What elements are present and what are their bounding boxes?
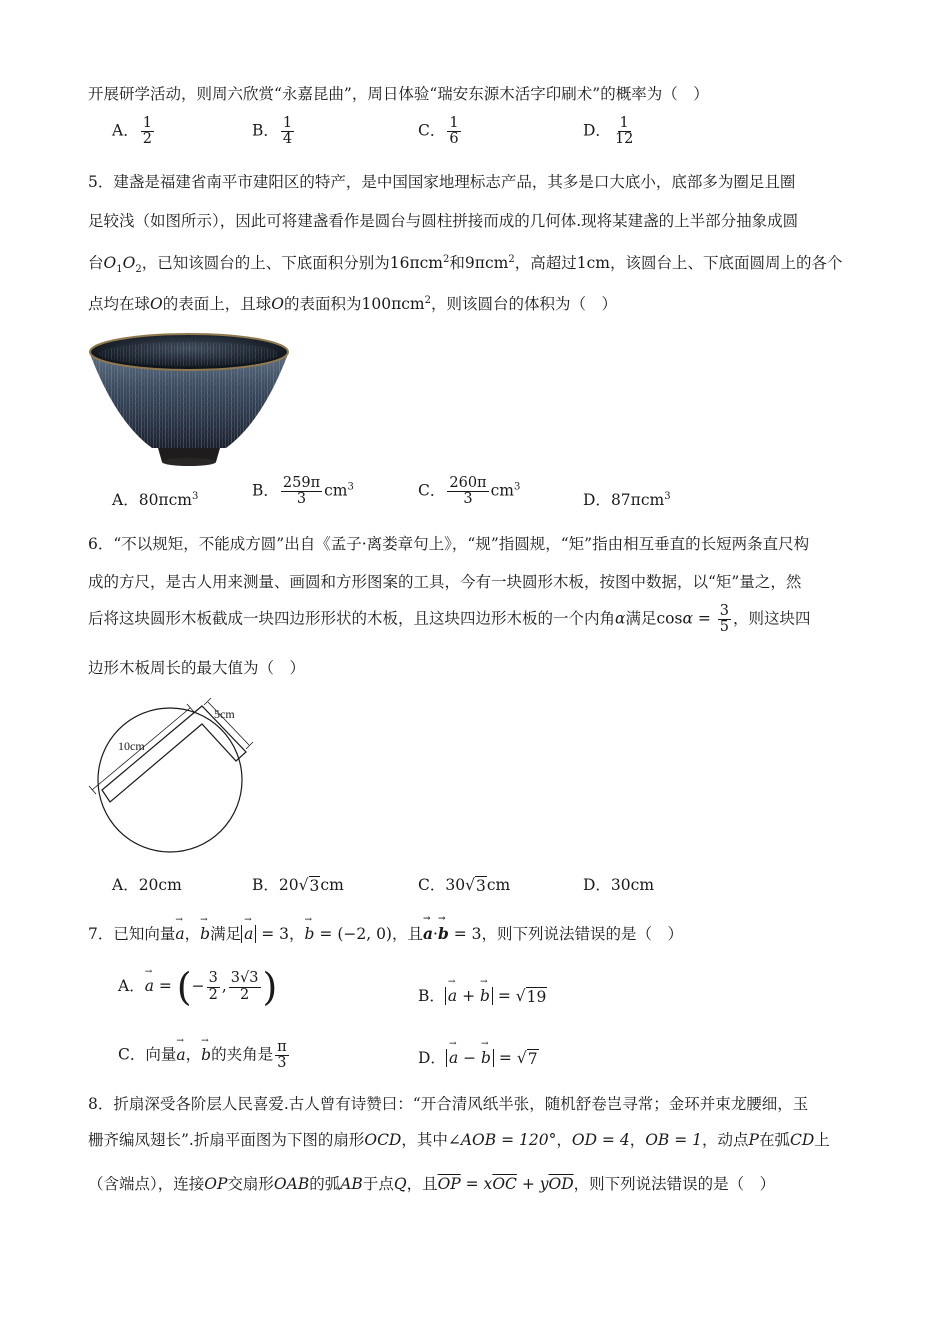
q6-option-c: C．30√ 3 cm: [418, 876, 511, 895]
q5-option-d: D．87πcm$^3$: [583, 490, 671, 509]
jianzhan-bowl-image: [86, 330, 292, 472]
q8-stem-line3: （含端点），连接OP交扇形OAB的弧AB于点Q，且$\overline{OP} = x\overline{OC} + y\overline{OD}$，则下列说法错误的是（ ）: [88, 1175, 776, 1193]
q7-option-d: D． → a − → b = √ 7: [418, 1046, 539, 1068]
q6-option-d: D．30cm: [583, 876, 655, 894]
q5-stem-line2: 足较浅（如图所示），因此可将建盏看作是圆台与圆柱拼接而成的几何体.现将某建盏的上半部分抽象成圆: [88, 212, 799, 230]
q6-circle-square-figure: [86, 694, 254, 856]
label-5cm: 5cm: [214, 707, 235, 721]
q6-option-b: B．20√ 3 cm: [252, 876, 344, 895]
q6-stem-line3: 后将这块圆形木板截成一块四边形形状的木板，且这块四边形木板的一个内角α满足cosα = $\frac{3}{5}$ ，则这块四: [88, 603, 811, 636]
q7-option-b: B． → a + → b = √ 19: [418, 984, 547, 1006]
q4-stem-tail: 开展研学活动，则周六欣赏“永嘉昆曲”，周日体验“瑞安东源木活字印刷术”的概率为（ ）: [88, 85, 709, 103]
q4-option-c: C． $\frac{1}{6}$: [418, 115, 459, 148]
q5-option-c: C． $\frac{260\pi}{3}$ $cm^3$: [418, 475, 521, 508]
q6-option-a: A．20cm: [112, 876, 182, 894]
label-10cm: 10cm: [118, 739, 145, 753]
q5-stem-line3: 台$O_1O_2$，已知该圆台的上、下底面积分别为16πcm$^2$和9πcm$^2$，高超过1cm，该圆台上、下底面圆周上的各个: [88, 253, 843, 276]
q6-stem-line2: 成的方尺，是古人用来测量、画圆和方形图案的工具，今有一块圆形木板，按图中数据，以“矩”量之，然: [88, 573, 802, 591]
q4-option-a: A． $\frac{1}{2}$: [112, 115, 152, 148]
q6-stem-line1: 6．“不以规矩，不能成方圆”出自《孟子·离娄章句上》，“规”指圆规，“矩”指由相互垂直的长短两条直尺构: [88, 535, 810, 553]
q5-option-a: A．80πcm$^3$: [112, 490, 199, 509]
q6-stem-line4: 边形木板周长的最大值为（ ）: [88, 659, 306, 677]
q5-stem-line1: 5．建盏是福建省南平市建阳区的特产，是中国国家地理标志产品，其多是口大底小，底部多为圈足且圈: [88, 173, 796, 191]
q4-option-d: D． $\frac{1}{12}$: [583, 115, 634, 148]
q5-stem-line4: 点均在球O的表面上，且球O的表面积为100πcm$^2$，则该圆台的体积为（ ）: [88, 294, 618, 313]
q7-option-a: A．→ a = (− $\frac{3}{2}$ , $\frac{3√3}{2}$ ): [118, 968, 277, 1006]
q8-stem-line2: 栅齐编凤翅长”.折扇平面图为下图的扇形OCD，其中∠AOB = 120°，OD = 4，OB = 1，动点P在弧CD上: [88, 1131, 830, 1149]
q7-option-c: C．向量→ a，→ b的夹角是 $\frac{\pi}{3}$: [118, 1040, 291, 1071]
q7-stem: 7．已知向量→ a，→ b满足 → a = 3，→ b = (−2, 0)，且→ a·→ b = 3，则下列说法错误的是（ ）: [88, 922, 683, 944]
q4-option-b: B． $\frac{1}{4}$: [252, 115, 293, 148]
q5-option-b: B． $\frac{259\pi}{3}$ $cm^3$: [252, 475, 354, 508]
q8-stem-line1: 8．折扇深受各阶层人民喜爱.古人曾有诗赞曰：“开合清风纸半张，随机舒卷岂寻常；金环并束龙腰细，玉: [88, 1095, 809, 1113]
